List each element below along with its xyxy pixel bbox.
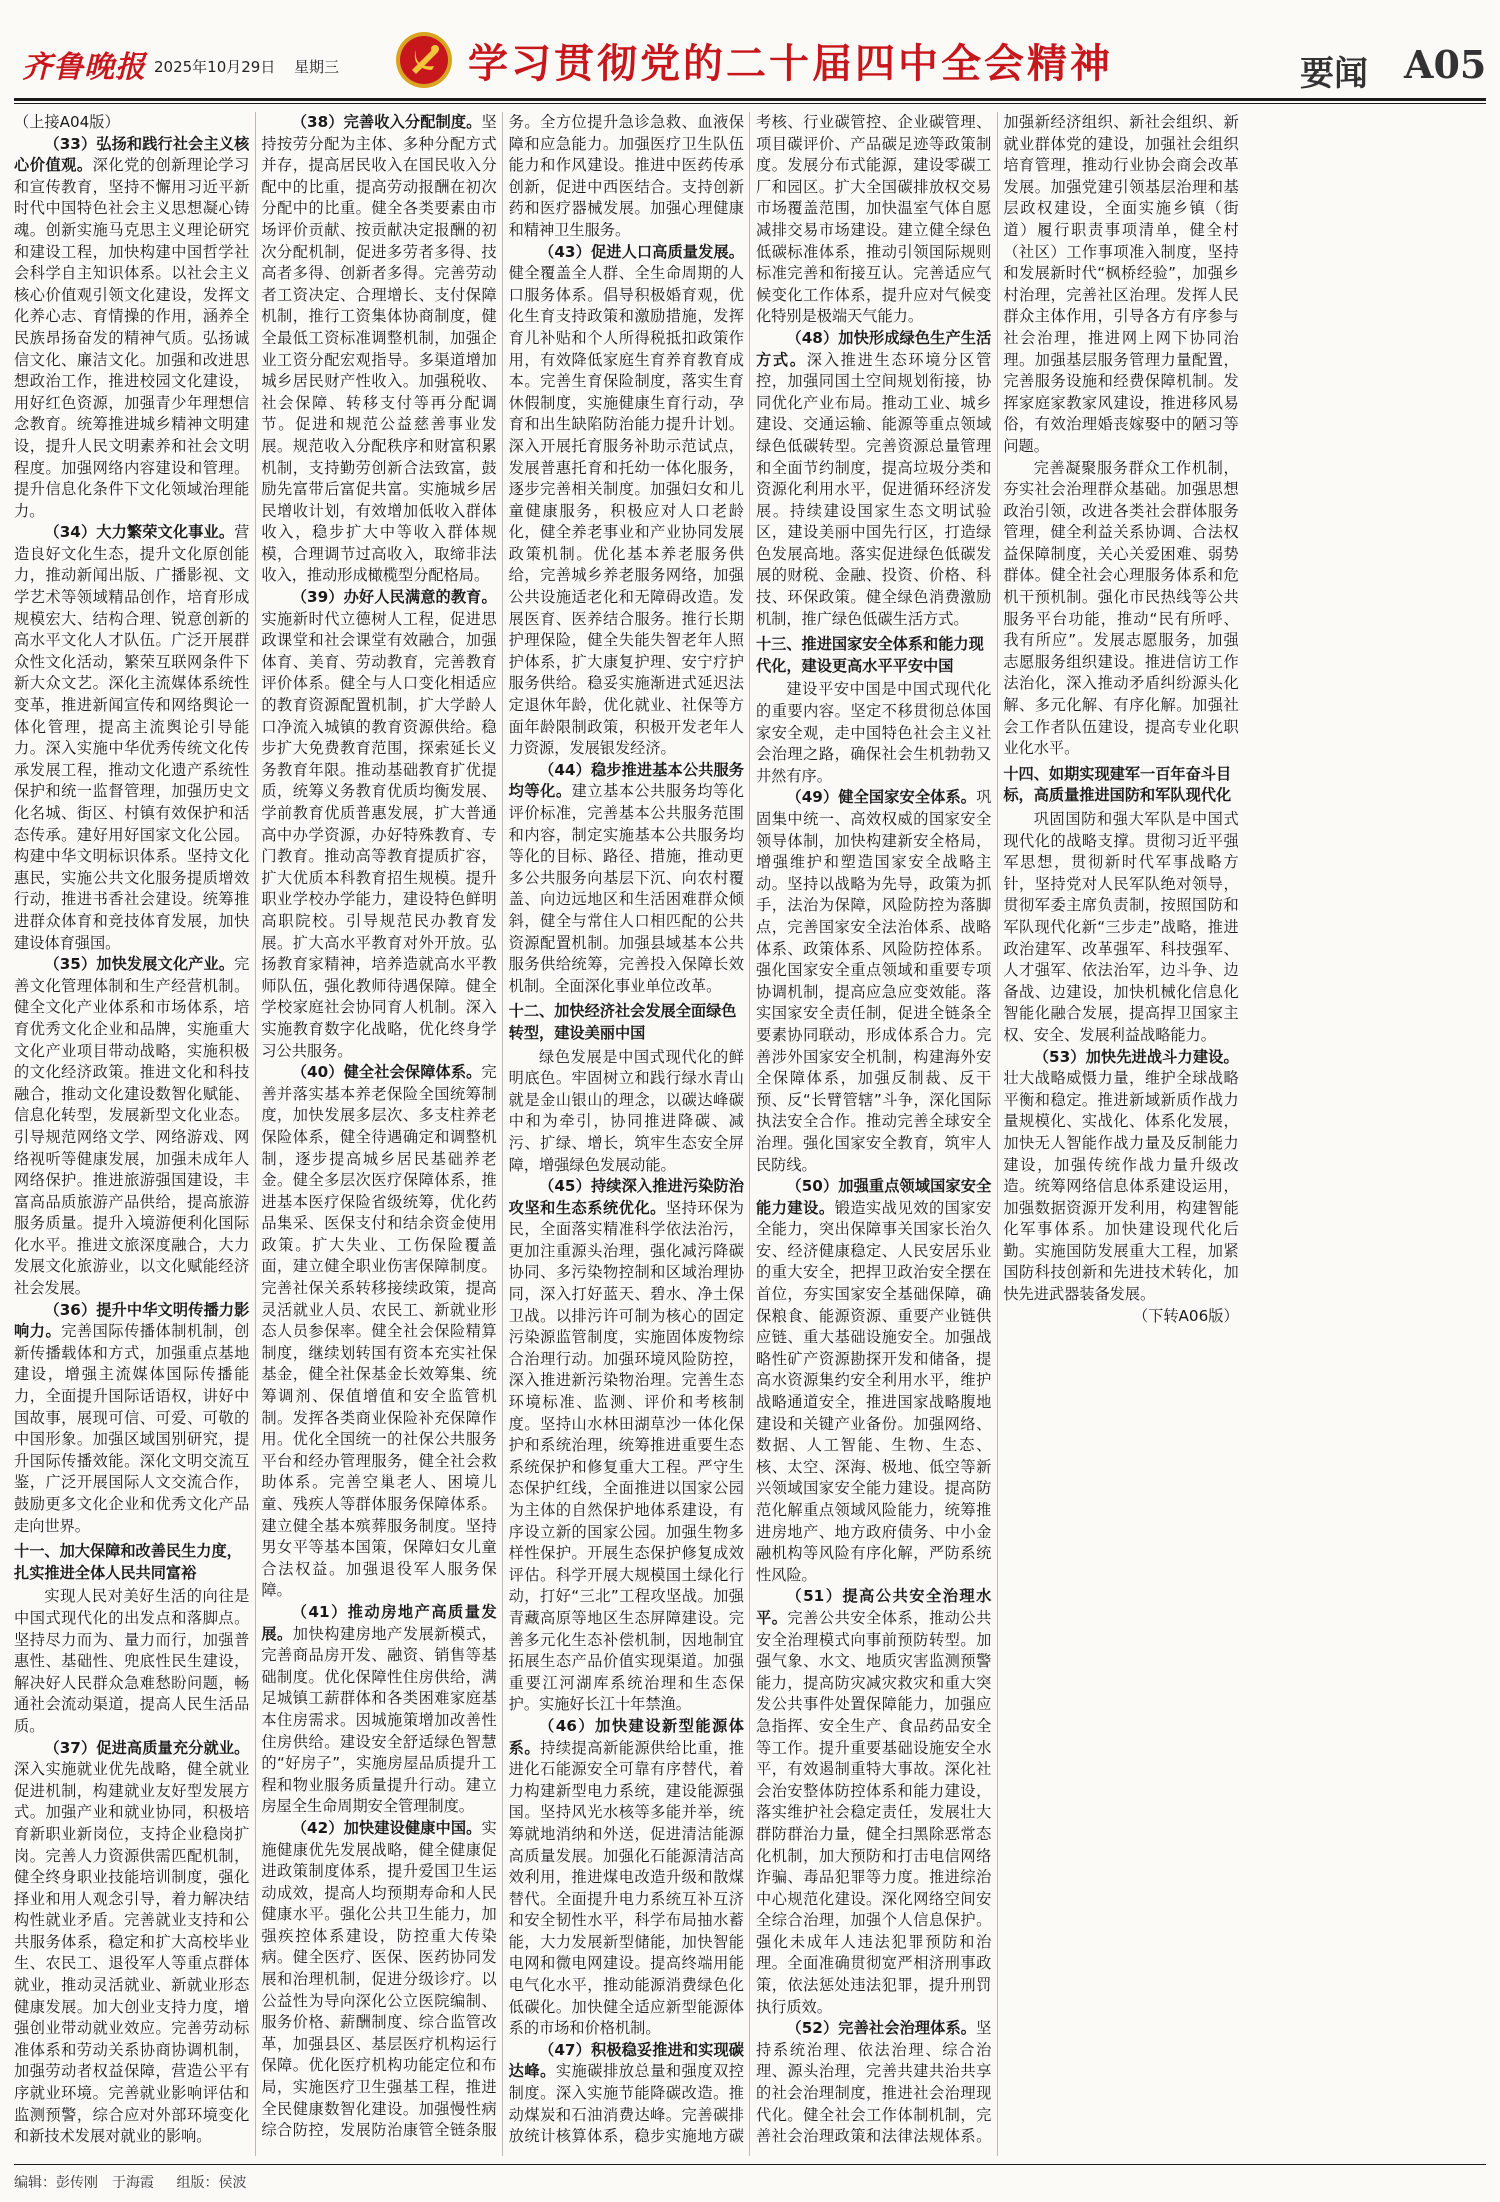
article-paragraph [14,522,249,954]
item-title: （38）完善收入分配制度。 [291,113,482,131]
item-title: （50）加强重点领域国家安全能力建设。 [755,1177,992,1217]
item-title: （51）提高公共安全治理水平。 [755,1587,992,1627]
page-number: A05 [1404,42,1487,87]
paragraph-text: 深入实施就业优先战略，健全就业促进机制，构建就业友好型发展方式。加强产业和就业协同，积极培育新职业新岗位，支持企业稳岗扩岗。完善人力资源供需匹配机制，健全终身职业技能培训制度，强化择业和用人观念引导，着力解决结构性就业矛盾。完善就业支持和公共服务体系，稳定和扩大高校毕业生、农民工、退役军人等重点群体就业，推动灵活就业、新就业形态健康发展。加大创业支持力度，增强创业带动就业效应。完善劳动标准体系和劳动关系协商协调机制，加强劳动者权益保障，营造公平有序就业环境。完善就业影响评估和监测预警，综合应对外部环境变化和新技术发展对就业的影响。 [14,1760,250,2146]
article-paragraph [509,242,744,760]
article-paragraph [14,1300,249,1538]
paragraph-text: 实现人民对美好生活的向往是中国式现代化的出发点和落脚点。坚持尽力而为、量力而行，加强普惠性、基础性、兜底性民生建设，解决好人民群众急难愁盼问题，畅通社会流动渠道，提高人民生活品质。 [14,1587,250,1735]
item-title: （44）稳步推进基本公共服务均等化。 [508,760,744,801]
article-paragraph [756,787,991,1176]
article-paragraph [14,1738,249,2148]
item-title: （37）促进高质量充分就业。 [44,1738,250,1757]
item-title: （45）持续深入推进污染防治攻坚和生态系统优化。 [508,1177,744,1217]
section-name: 要闻 [1300,54,1368,94]
item-title: （33）弘扬和践行社会主义核心价值观。 [14,134,250,175]
paragraph-text: 深化党的创新理论学习和宣传教育，坚持不懈用习近平新时代中国特色社会主义思想凝心铸魂。创新实施马克思主义理论研究和建设工程，加快构建中国哲学社会科学自主知识体系。以社会主义核心价值观引领文化建设，发挥文化养心志、育情操的作用，涵养全民族昂扬奋发的精神气质。弘扬诚信文化、廉洁文化。加强和改进思想政治工作，推进校园文化建设，用好红色资源，加强青少年理想信念教育。统筹推进城乡精神文明建设，提升人民文明素养和社会文明程度。加强网络内容建设和管理。提升信息化条件下文化领域治理能力。 [14,156,250,520]
paragraph-text: 深入推进生态环境分区管控，加强同国土空间规划衔接，协同优化产业布局。推动工业、城乡建设、交通运输、能源等重点领域绿色低碳转型。完善资源总量管理和全面节约制度，提高垃圾分类和资源化利用水平，促进循环经济发展。持续建设国家生态文明试验区，建设美丽中国先行区，打造绿色发展高地。落实促进绿色低碳发展的财税、金融、投资、价格、科技、环保政策。健全绿色消费激励机制，推广绿色低碳生活方式。 [755,350,992,628]
article-paragraph [14,134,249,523]
item-title: （36）提升中华文明传播力影响力。 [14,1300,250,1341]
article-paragraph [509,1716,744,2040]
item-title: （41）推动房地产高质量发展。 [261,1602,497,1643]
article-paragraph [261,1062,496,1602]
article-paragraph [1003,458,1238,760]
item-title: （53）加快先进战斗力建设。 [1033,1047,1239,1066]
paragraph-text: 完善文化管理体制和生产经营机制。健全文化产业体系和市场体系，培育优秀文化企业和品牌，实施重大文化产业项目带动战略，实施积极的文化经济政策。推进文化和科技融合，推动文化建设数智化赋能、信息化转型，发展新型文化业态。引导规范网络文学、网络游戏、网络视听等健康发展，加强未成年人网络保护。推进旅游强国建设，丰富高品质旅游产品供给，提高旅游服务质量。提升入境游便利化国际化水平。推进文旅深度融合，大力发展文化旅游业，以文化赋能经济社会发展。 [14,955,250,1298]
section-heading: 十三、推进国家安全体系和能力现代化，建设更高水平平安中国 [755,635,984,675]
editor-credit: 编辑：彭传刚 于海霞 [14,2175,154,2191]
paragraph-text: 完善公共安全体系，推动公共安全治理模式向事前预防转型。加强气象、水文、地质灾害监测预警能力，提高防灾减灾救灾和重大突发公共事件处置保障能力，加强应急指挥、安全生产、食品药品安全等工作。提升重要基础设施安全水平，有效遏制重特大事故。深化社会治安整体防控体系和能力建设，落实维护社会稳定责任，发展壮大群防群治力量，健全扫黑除恶常态化机制，加大预防和打击电信网络诈骗、毒品犯罪等力度。推进综治中心规范化建设。深化网络空间安全综合治理，加强个人信息保护。强化未成年人违法犯罪预防和治理。全面准确贯彻宽严相济刑事政策，依法惩处违法犯罪，提升刑罚执行质效。 [755,1608,992,2016]
paragraph-text: 建立基本公共服务均等化评价标准，完善基本公共服务范围和内容，制定实施基本公共服务均等化的目标、路径、措施，推动更多公共服务向基层下沉、向农村覆盖、向边远地区和生活困难群众倾斜，健全与常住人口相匹配的公共资源配置机制。加强县域基本公共服务供给统筹，完善投入保障长效机制。全面深化事业单位改革。 [508,782,744,995]
paragraph-text: 完善国际传播体制机制，创新传播载体和方式，加强重点基地建设，增强主流媒体国际传播能力，全面提升国际话语权，讲好中国故事，展现可信、可爱、可敬的中国形象。加强区域国别研究，提升国际传播效能。深化文明交流互鉴，广泛开展国际人文交流合作，鼓励更多文化企业和优秀文化产品走向世界。 [14,1322,250,1535]
continued-from-note: （上接A04版） [14,113,120,131]
paragraph-text: 健全覆盖全人群、全生命周期的人口服务体系。倡导积极婚育观，优化生育支持政策和激励措施，发挥育儿补贴和个人所得税抵扣政策作用，有效降低家庭生育养育教育成本。完善生育保险制度，落实生育休假制度，实施健康生育行动，孕育和出生缺陷防治能力提升计划。深入开展托育服务补助示范试点，发展普惠托育和托幼一体化服务，逐步完善相关制度。加强妇女和儿童健康服务，积极应对人口老龄化，健全养老事业和产业协同发展政策机制。优化基本养老服务供给，完善城乡养老服务网络，加强公共设施适老化和无障碍改造。发展医育、医养结合服务。推行长期护理保险，健全失能失智老年人照护体系，扩大康复护理、安宁疗护服务供给。稳妥实施渐进式延迟法定退休年龄，优化就业、社保等方面年龄限制政策，积极开发老年人力资源，发展银发经济。 [508,264,744,758]
article-paragraph [14,1586,249,1737]
article-paragraph [1003,1047,1238,1306]
newspaper-logo: 齐鲁晚报 [22,50,146,85]
masthead-rule [14,98,1486,101]
paragraph-text: 坚持系统治理、依法治理、综合治理、源头治理，完善共建共治共享的社会治理制度，推进社会治理现代化。健全社会工作体制机制，完善社会治理政策和法律法规体系。加强新经济组织、新社会组织、新就业群体党的建设，加强社会组织培育管理，推动行业协会商会改革发展。加强党建引领基层治理和基层政权建设，全面实施乡镇（街道）履行职责事项清单，健全村（社区）工作事项准入制度，坚持和发展新时代“枫桥经验”，加强乡村治理，完善社区治理。发挥人民群众主体作用，引导各方有序参与社会治理，推进网上网下协同治理。加强基层服务管理力量配置，完善服务设施和经费保障机制。发挥家庭家教家风建设，推进移风易俗，有效治理婚丧嫁娶中的陋习等问题。 [755,113,1239,2146]
section-heading: 十四、如期实现建军一百年奋斗目标，高质量推进国防和军队现代化 [1003,764,1232,805]
issue-weekday: 星期三 [294,58,340,76]
paragraph-text: 完善凝聚服务群众工作机制，夯实社会治理群众基础。加强思想政治引领，改进各类社会群体服务管理，健全利益关系协调、合法权益保障制度，关心关爱困难、弱势群体。健全社会心理服务体系和危机干预机制。强化市民热线等公共服务平台功能，推动“民有所呼、我有所应”。发展志愿服务，加强志愿服务组织建设。推进信访工作法治化，深入推动矛盾纠纷源头化解、多元化解、有序化解。加强社会工作者队伍建设，提高专业化职业化水平。 [1003,458,1239,758]
paragraph-text: 持续提高新能源供给比重，推进化石能源安全可靠有序替代，着力构建新型电力系统，建设能源强国。坚持风光水核等多能并举，统筹就地消纳和外送，促进清洁能源高质量发展。加强化石能源清洁高效利用，推进煤电改造升级和散煤替代。全面提升电力系统互补互济和安全韧性水平，科学布局抽水蓄能，大力发展新型储能，加快智能电网和微电网建设。提高终端用能电气化水平，推动能源消费绿色化低碳化。加快健全适应新型能源体系的市场和价格机制。 [508,1738,744,2038]
item-title: （49）健全国家安全体系。 [786,788,977,807]
article-body [14,112,1486,2156]
section-heading: 十一、加大保障和改善民生力度，扎实推进全体人民共同富裕 [14,1542,242,1582]
paragraph-text: 坚持环保为民，全面落实精准科学依法治污，更加注重源头治理，强化减污降碳协同、多污染物控制和区域治理协同，深入打好蓝天、碧水、净土保卫战。以排污许可制为核心的固定污染源监管制度，实施固体废物综合治理行动。加强环境风险防控，深入推进新污染物治理。完善生态环境标准、监测、评价和考核制度。坚持山水林田湖草沙一体化保护和系统治理，统筹推进重要生态系统保护和修复重大工程。严守生态保护红线，全面推进以国家公园为主体的自然保护地体系建设，有序设立新的国家公园。加强生物多样性保护。开展生态保护修复成效评估。科学开展大规模国土绿化行动，打好“三北”工程攻坚战。加强青藏高原等地区生态屏障建设。完善多元化生态补偿机制，因地制宜拓展生态产品价值实现渠道。加强重要江河湖库系统治理和生态保护。实施好长江十年禁渔。 [508,1198,744,1714]
paragraph-text: 营造良好文化生态，提升文化原创能力，推动新闻出版、广播影视、文学艺术等领域精品创作，培育形成规模宏大、结构合理、锐意创新的高水平文化人才队伍。广泛开展群众性文化活动，繁荣互联网条件下新大众文艺。深化主流媒体系统性变革，推进新闻宣传和网络舆论一体化管理，提高主流舆论引导能力。深入实施中华优秀传统文化传承发展工程，推动文化遗产系统性保护和统一监督管理，加强历史文化名城、街区、村镇有效保护和活态传承。建好用好国家文化公园。构建中华文明标识体系。坚持文化惠民，实施公共文化服务提质增效行动，推进书香社会建设。统筹推进群众体育和竞技体育发展，加快建设体育强国。 [14,523,250,952]
item-title: （39）办好人民满意的教育。 [291,588,497,607]
article-paragraph [261,587,496,1062]
layout-credit: 组版：侯波 [176,2175,247,2191]
party-emblem-icon [394,30,454,90]
article-paragraph [261,1602,496,1818]
item-title: （48）加快形成绿色生产生活方式。 [755,328,992,369]
masthead [14,8,1486,98]
issue-date: 2025年10月29日 [154,58,276,76]
continued-to-note: （下转A06版） [1132,1306,1239,1325]
item-title: （35）加快发展文化产业。 [44,955,235,974]
paragraph-text: 巩固国防和强大军队是中国式现代化的战略支撑。贯彻习近平强军思想，贯彻新时代军事战略方针，坚持党对人民军队绝对领导，贯彻军委主席负责制，按照国防和军队现代化新“三步走”战略，推进政治建军、改革强军、科技强军、人才强军、依法治军，边斗争、边备战、边建设，加快机械化信息化智能化融合发展，提高捍卫国家主权、安全、发展利益战略能力。 [1003,810,1239,1044]
paragraph-text: 完善并落实基本养老保险全国统筹制度，加快发展多层次、多支柱养老保险体系，健全待遇确定和调整机制，逐步提高城乡居民基础养老金。健全多层次医疗保障体系，推进基本医疗保险省级统筹，优化药品集采、医保支付和结余资金使用政策。扩大失业、工伤保险覆盖面，建立健全职业伤害保障制度。完善社保关系转移接续政策，提高灵活就业人员、农民工、新就业形态人员参保率。健全社会保险精算制度，继续划转国有资本充实社保基金，健全社保基金长效筹集、统筹调剂、保值增值和安全监管机制。发挥各类商业保险补充保障作用。优化全国统一的社保公共服务平台和经办管理服务，健全社会救助体系。完善空巢老人、困境儿童、残疾人等群体服务保障体系。建立健全基本殡葬服务制度。坚持男女平等基本国策，保障妇女儿童合法权益。加强退役军人服务保障。 [261,1063,497,1600]
article-paragraph [1003,809,1238,1047]
item-title: （46）加快建设新型能源体系。 [508,1716,744,1757]
paragraph-text: 实施新时代立德树人工程，促进思政课堂和社会课堂有效融合，加强体育、美育、劳动教育，完善教育评价体系。健全与人口变化相适应的教育资源配置机制，扩大学龄人口净流入城镇的教育资源供给。稳步扩大免费教育范围，探索延长义务教育年限。推动基础教育扩优提质，统筹义务教育优质均衡发展、学前教育优质普惠发展，扩大普通高中办学资源，办好特殊教育、专门教育。推动高等教育提质扩容，扩大优质本科教育招生规模。提升职业学校办学能力，建设特色鲜明高职院校。引导规范民办教育发展。扩大高水平教育对外开放。弘扬教育家精神，培养造就高水平教师队伍，强化教师待遇保障。健全学校家庭社会协同育人机制。深入实施教育数字化战略，优化终身学习公共服务。 [261,609,497,1060]
article-paragraph [261,112,496,587]
article-paragraph [756,328,991,630]
special-headline: 学习贯彻党的二十届四中全会精神 [468,41,1113,87]
item-title: （47）积极稳妥推进和实现碳达峰。 [508,2040,744,2081]
article-paragraph [509,1176,744,1716]
paragraph-text: 加快构建房地产发展新模式，完善商品房开发、融资、销售等基础制度。优化保障性住房供给，满足城镇工薪群体和各类困难家庭基本住房需求。因城施策增加改善性住房供给。建设安全舒适绿色智慧的“好房子”，实施房屋品质提升工程和物业服务质量提升行动。建立房屋全生命周期安全管理制度。 [261,1624,497,1816]
item-title: （34）大力繁荣文化事业。 [44,523,235,542]
section-heading: 十二、加快经济社会发展全面绿色转型，建设美丽中国 [508,1002,737,1042]
paragraph-text: 坚持按劳分配为主体、多种分配方式并存，提高居民收入在国民收入分配中的比重，提高劳动报酬在初次分配中的比重。健全各类要素由市场评价贡献、按贡献决定报酬的初次分配机制，促进多劳者多得、技高者多得、创新者多得。完善劳动者工资决定、合理增长、支付保障机制，推行工资集体协商制度，健全最低工资标准调整机制，加强企业工资分配宏观指导。多渠道增加城乡居民财产性收入。加强税收、社会保障、转移支付等再分配调节。促进和规范公益慈善事业发展。规范收入分配秩序和财富积累机制，支持勤劳创新合法致富，鼓励先富带后富促共富。实施城乡居民增收计划，有效增加低收入群体收入，稳步扩大中等收入群体规模，合理调节过高收入，取缔非法收入，推动形成橄榄型分配格局。 [261,113,497,585]
footer-rule [14,2164,1486,2165]
paragraph-text: 壮大战略威慑力量，维护全球战略平衡和稳定。推进新域新质作战力量规模化、实战化、体系化发展，加快无人智能作战力量及反制能力建设，加强传统作战力量升级改造。统筹网络信息体系建设运用，加强数据资源开发利用，构建智能化军事体系。加快建设现代化后勤。实施国防发展重大工程，加紧国防科技创新和先进技术转化，加快先进武器装备发展。 [1003,1069,1239,1304]
item-title: （40）健全社会保障体系。 [291,1063,482,1082]
masthead-rule-thin [14,103,1486,104]
article-paragraph [14,954,249,1300]
article-paragraph [756,1176,991,1586]
paragraph-text: 绿色发展是中国式现代化的鲜明底色。牢固树立和践行绿水青山就是金山银山的理念，以碳达峰碳中和为牵引，协同推进降碳、减污、扩绿、增长，筑牢生态安全屏障，增强绿色发展动能。 [508,1047,744,1174]
paragraph-text: 实施健康优先发展战略，健全健康促进政策制度体系，提升爱国卫生运动成效，提高人均预期寿命和人民健康水平。强化公共卫生能力，加强疾控体系建设，防控重大传染病。健全医疗、医保、医药协同发展和治理机制，促进分级诊疗。以公益性为导向深化公立医院编制、服务价格、薪酬制度、综合监管改革，加强县区、基层医疗机构运行保障。优化医疗机构功能定位和布局，实施医疗卫生强基工程，推进全民健康数智化建设。加强慢性病综合防控，发展防治康管全链条服务。全方位提升急诊急救、血液保障和应急能力。加强医疗卫生队伍能力和作风建设。推进中医药传承创新，促进中西医结合。支持创新药和医疗器械发展。加强心理健康和精神卫生服务。 [261,113,744,2140]
item-title: （42）加快建设健康中国。 [291,1818,482,1837]
paragraph-text: 巩固集中统一、高效权威的国家安全领导体制，加快构建新安全格局，增强维护和塑造国家安全战略主动。坚持以战略为先导，政策为抓手，法治为保障，风险防控为落脚点，完善国家安全法治体系、战略体系、政策体系、风险防控体系。强化国家安全重点领域和重要专项协调机制，提高应急应变效能。落实国家安全责任制，促进全链条全要素协同联动，形成体系合力。完善涉外国家安全机制，构建海外安全保障体系，加强反制裁、反干预、反“长臂管辖”斗争，深化国际执法安全合作。推动完善全球安全治理。强化国家安全教育，筑牢人民防线。 [755,788,992,1174]
item-title: （52）完善社会治理体系。 [786,2019,977,2038]
article-paragraph [509,760,744,998]
paragraph-text: 建设平安中国是中国式现代化的重要内容。坚定不移贯彻总体国家安全观，走中国特色社会主义社会治理之路，确保社会生机勃勃又井然有序。 [755,680,992,785]
article-paragraph [756,679,991,787]
footer-credits [14,2172,264,2192]
article-paragraph [509,1047,744,1177]
paragraph-text: 实施碳排放总量和强度双控制度。深入实施节能降碳改造。推动煤炭和石油消费达峰。完善碳排放统计核算体系，稳步实施地方碳考核、行业碳管控、企业碳管理、项目碳评价、产品碳足迹等政策制度。发展分布式能源，建设零碳工厂和园区。扩大全国碳排放权交易市场覆盖范围，加快温室气体自愿减排交易市场建设。建立健全绿色低碳标准体系，推动引领国际规则标准完善和衔接互认。完善适应气候变化工作体系，提升应对气候变化特别是极端天气能力。 [508,113,992,2146]
article-paragraph [756,1586,991,2018]
paragraph-text: 锻造实战见效的国家安全能力，突出保障事关国家长治久安、经济健康稳定、人民安居乐业的重大安全，把捍卫政治安全摆在首位，夯实国家安全基础保障，确保粮食、能源资源、重要产业链供应链、重大基础设施安全。加强战略性矿产资源勘探开发和储备，提高水资源集约安全利用水平，维护战略通道安全，推进国家战略腹地建设和关键产业备份。加强网络、数据、人工智能、生物、生态、核、太空、深海、极地、低空等新兴领域国家安全能力建设。提高防范化解重点领域风险能力，统筹推进房地产、地方政府债务、中小金融机构等风险有序化解，严防系统性风险。 [755,1198,992,1584]
item-title: （43）促进人口高质量发展。 [539,242,744,261]
